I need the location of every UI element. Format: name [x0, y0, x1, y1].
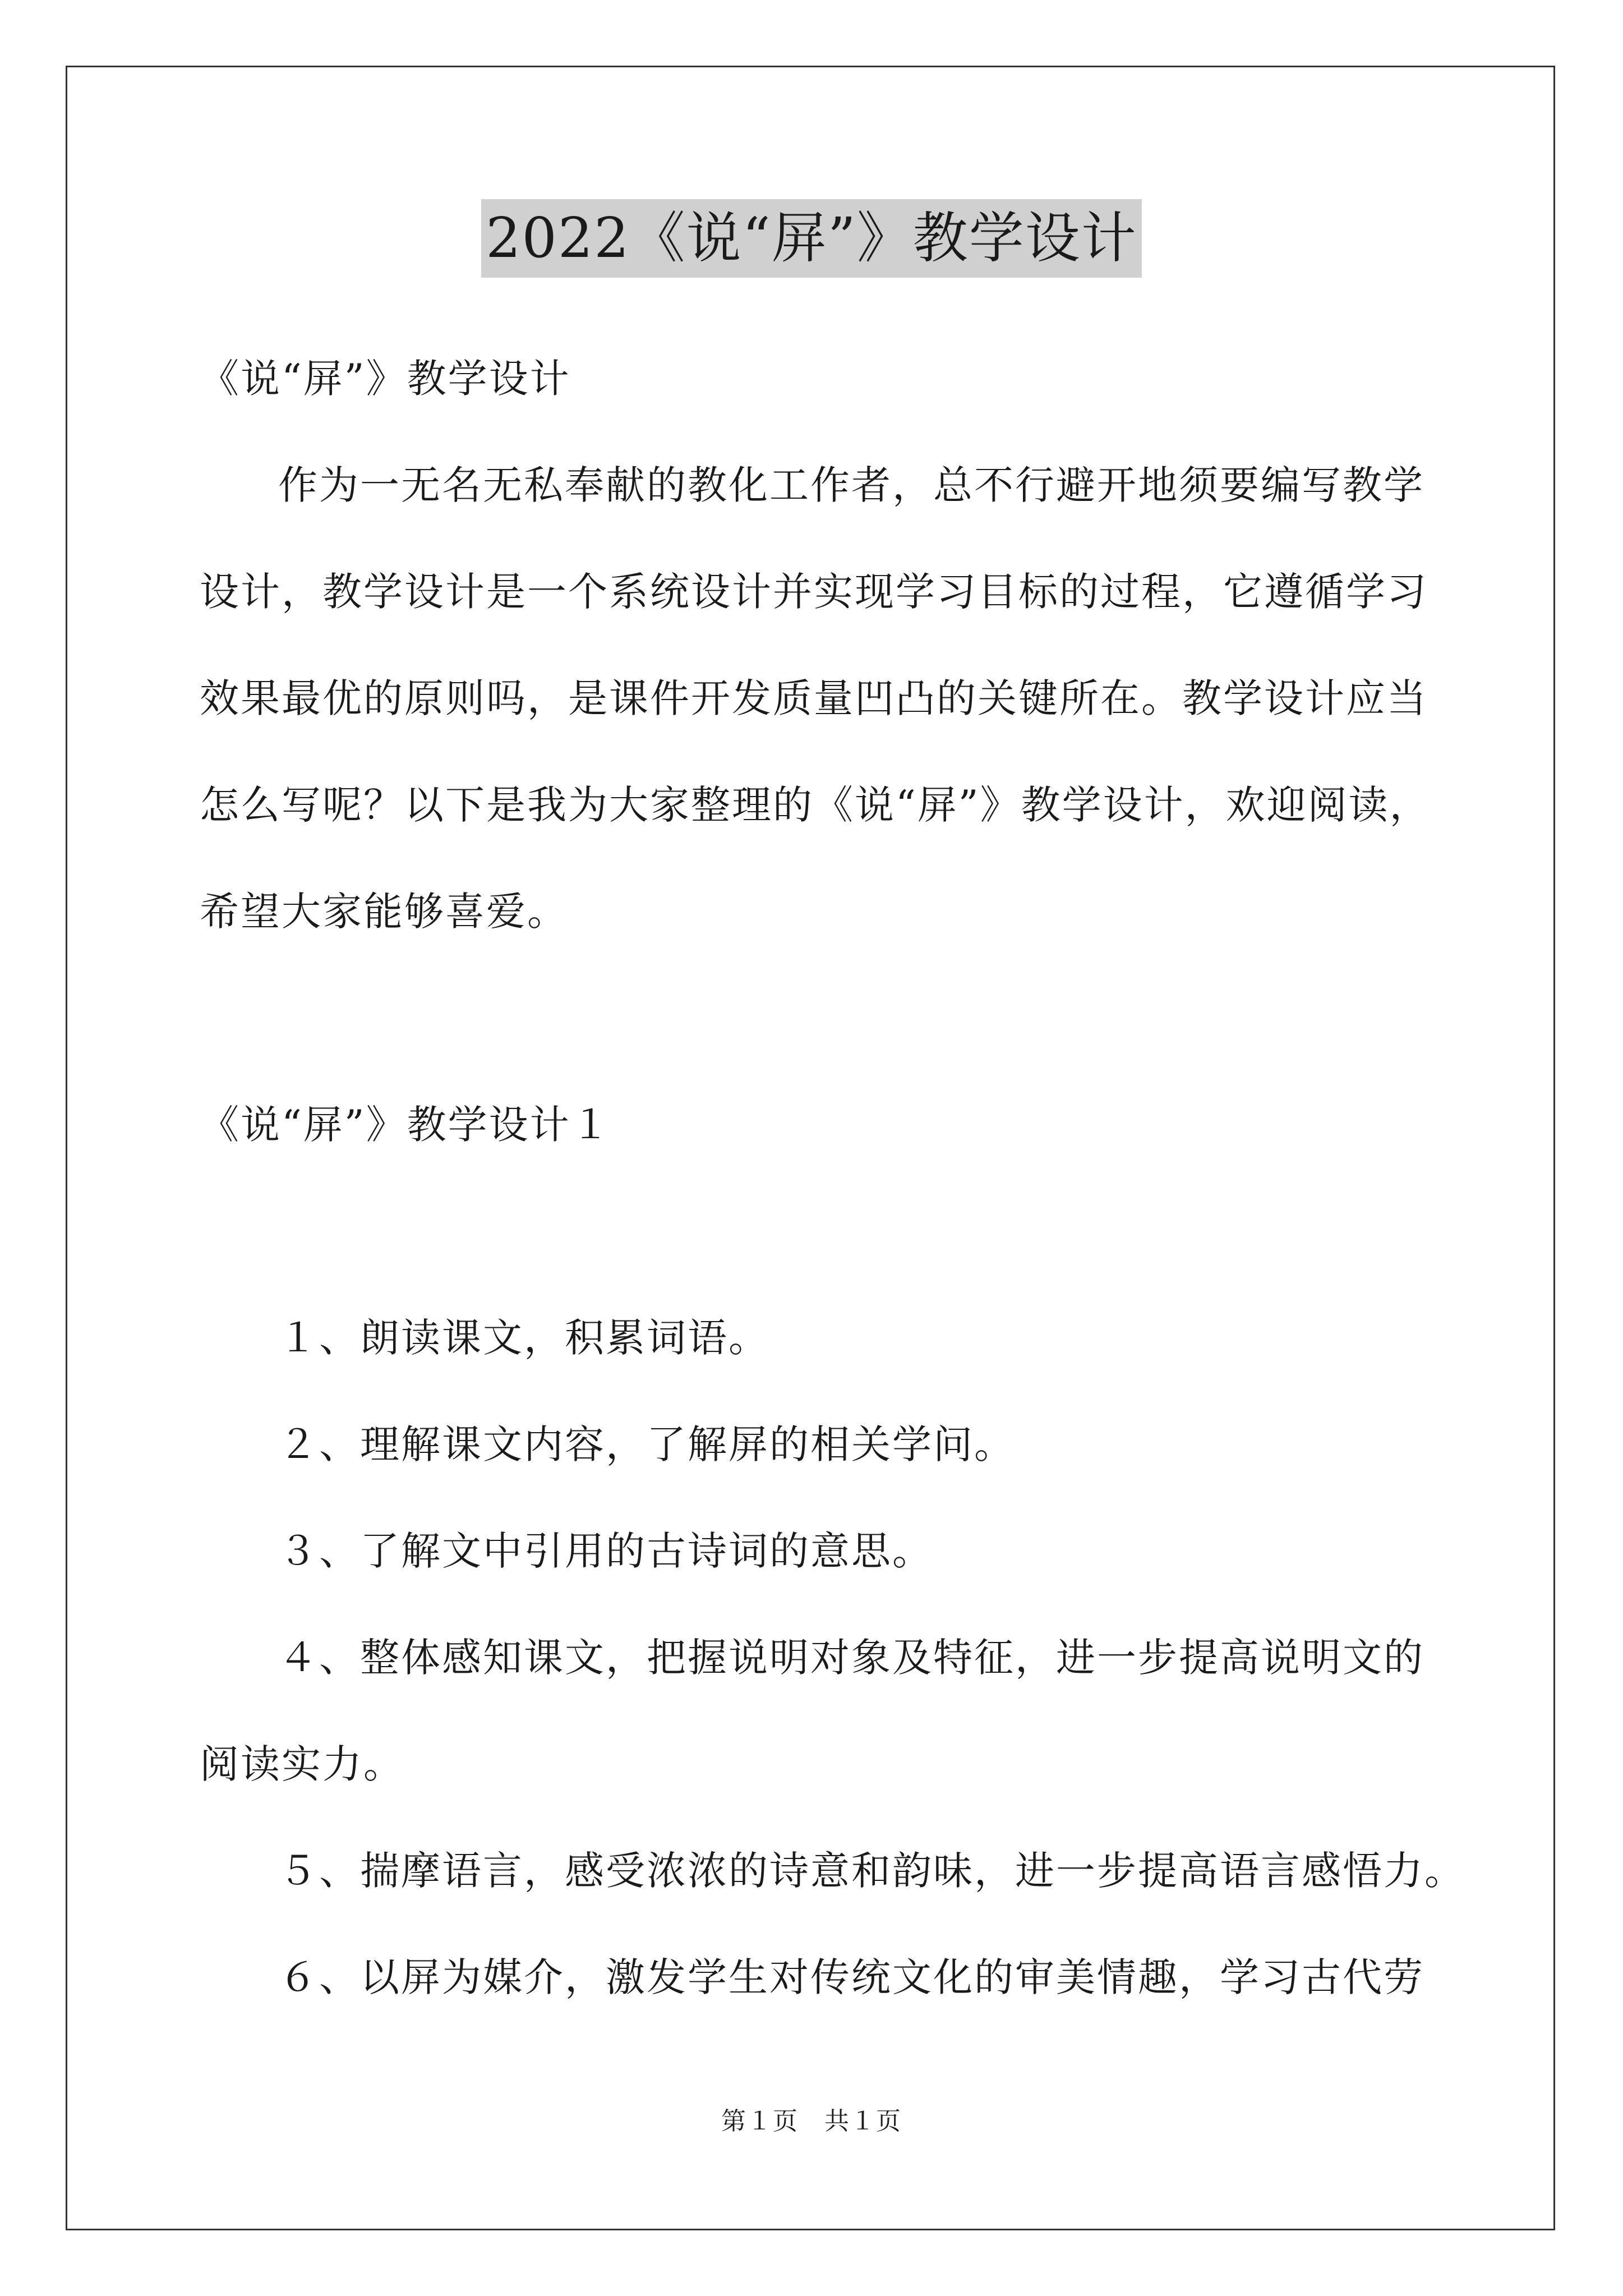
- objective-item: ３、了解文中引用的古诗词的意思。: [278, 1528, 933, 1574]
- intro-paragraph-line: 效果最优的原则吗，是课件开发质量凹凸的关键所在。教学设计应当: [200, 675, 1428, 721]
- page-footer: 第１页 共１页: [721, 2107, 902, 2136]
- document-subtitle: 《说“屏”》教学设计: [200, 356, 571, 402]
- objective-item-continuation: 阅读实力。: [200, 1741, 404, 1787]
- intro-paragraph-line: 设计，教学设计是一个系统设计并实现学习目标的过程，它遵循学习: [200, 569, 1428, 615]
- objective-item: ４、整体感知课文，把握说明对象及特征，进一步提高说明文的: [278, 1635, 1424, 1681]
- objective-item: ５、揣摩语言，感受浓浓的诗意和韵味，进一步提高语言感悟力。: [278, 1848, 1465, 1894]
- intro-paragraph-line: 希望大家能够喜爱。: [200, 889, 568, 935]
- objective-item: １、朗读课文，积累词语。: [278, 1315, 769, 1361]
- intro-paragraph-line: 作为一无名无私奉献的教化工作者，总不行避开地须要编写教学: [278, 462, 1424, 508]
- section-heading: 《说“屏”》教学设计１: [200, 1102, 612, 1148]
- objective-item: ６、以屏为媒介，激发学生对传统文化的审美情趣，学习古代劳: [278, 1954, 1424, 2000]
- objective-item: ２、理解课文内容，了解屏的相关学问。: [278, 1421, 1015, 1467]
- intro-paragraph-line: 怎么写呢？以下是我为大家整理的《说“屏”》教学设计，欢迎阅读，: [200, 782, 1431, 828]
- document-title: 2022《说“屏”》教学设计: [481, 199, 1142, 278]
- title-container: [0, 199, 1623, 278]
